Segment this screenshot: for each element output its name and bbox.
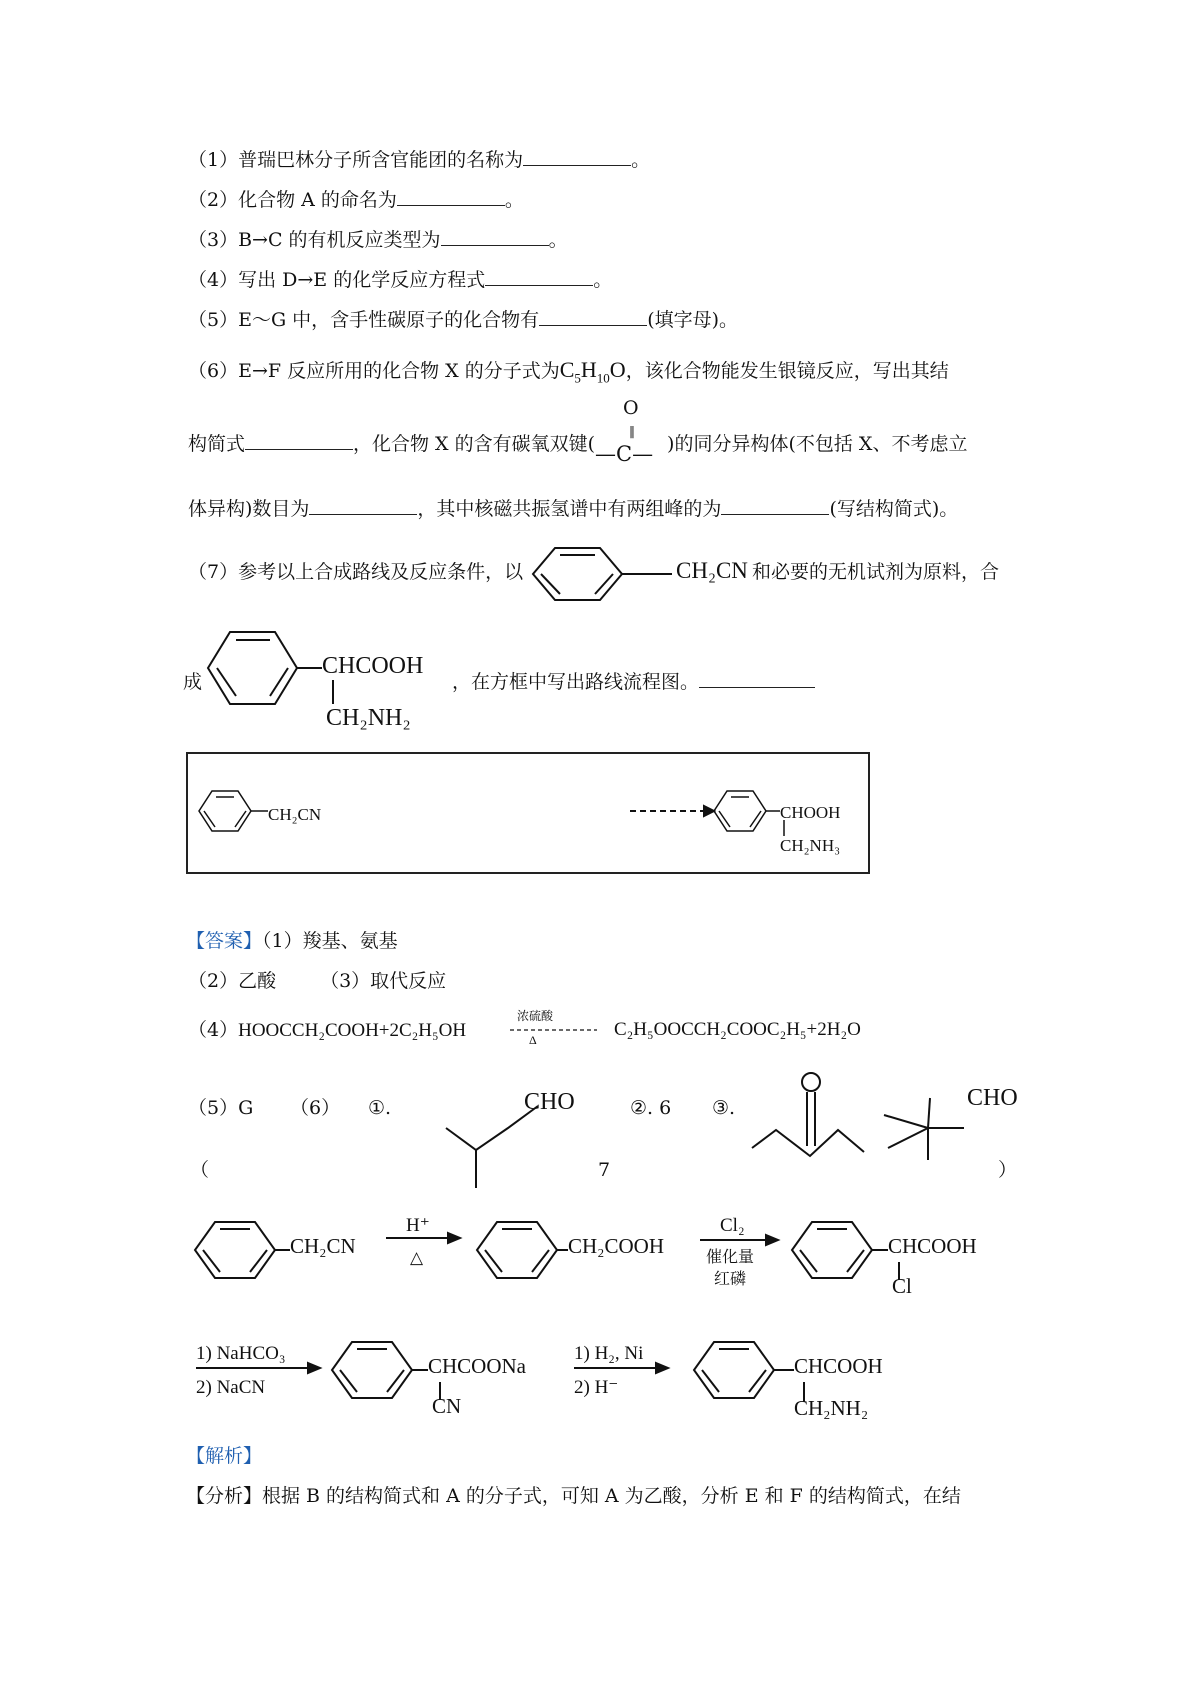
benzene-ring-icon (792, 1222, 899, 1280)
question-1-text: （1）普瑞巴林分子所含官能团的名称为 (188, 149, 524, 171)
formula-c-sub: 5 (574, 370, 581, 386)
reactant-group: CH₂CN (676, 558, 748, 583)
carbonyl-c: —C— (595, 442, 654, 466)
question-1-end: 。 (631, 149, 651, 171)
box-start-group: CH₂CN (268, 805, 322, 824)
route-condition-1-bottom: △ (410, 1248, 424, 1267)
answer-5: （5）G (188, 1097, 254, 1119)
benzene-ring-icon (477, 1222, 568, 1278)
isobutyl-chain-icon (446, 1106, 538, 1150)
question-6-text-h: (写结构简式)。 (829, 498, 959, 520)
answer-6-label: （6） (290, 1097, 341, 1119)
benzene-ring-icon (533, 548, 672, 600)
benzene-ring-icon (208, 632, 333, 704)
tert-butyl-chain-icon (884, 1098, 964, 1160)
answer-4-heat: Δ (529, 1033, 537, 1047)
answer-label: 【答案】 (186, 930, 263, 952)
double-bond-mark: ‖ (629, 424, 636, 438)
answer-4-left: HOOCCH₂COOH+2C₂H₅OH (238, 1020, 467, 1041)
question-3-text: （3）B→C 的有机反应类型为 (188, 229, 441, 251)
benzene-ring-icon (714, 791, 784, 836)
answer-7-open: （ (190, 1159, 210, 1181)
benzene-ring-icon (694, 1342, 804, 1402)
question-4-end: 。 (593, 269, 613, 291)
route-step-4-bottom: CN (432, 1394, 462, 1418)
question-7-text-c: 成 (183, 671, 203, 693)
route-condition-4-top: 1) H₂, Ni (574, 1343, 644, 1364)
route-condition-1-top: H⁺ (406, 1215, 430, 1236)
product-top-group: CHCOOH (322, 653, 424, 679)
question-6-text-f: 体异构)数目为 (188, 498, 310, 520)
analysis-label: 【解析】 (186, 1445, 263, 1467)
question-6-text-a: （6）E→F 反应所用的化合物 X 的分子式为 (188, 360, 560, 382)
benzene-ring-icon (332, 1342, 440, 1400)
question-6-text-e: )的同分异构体(不包括 X、不考虑立 (667, 433, 968, 455)
answer-2: （2）乙酸 (188, 970, 277, 992)
formula-c: C (559, 357, 575, 382)
analysis-text: 根据 B 的结构简式和 A 的分子式，可知 A 为乙酸，分析 E 和 F 的结构简式，在结 (262, 1485, 961, 1507)
question-2-end: 。 (504, 189, 524, 211)
route-step-3-bottom: Cl (892, 1274, 912, 1298)
answer-6-3-group: CHO (967, 1085, 1018, 1111)
question-6-text-c: 构简式 (188, 433, 246, 455)
question-2-text: （2）化合物 A 的命名为 (188, 189, 397, 211)
route-step-5-bottom: CH₂NH₂ (794, 1396, 869, 1420)
benzene-ring-icon (199, 791, 268, 831)
arrow-head-icon (704, 806, 714, 816)
oxygen-atom-icon (802, 1073, 820, 1091)
answer-6-part-2: ②. 6 (630, 1097, 672, 1119)
question-5-text: （5）E～G 中，含手性碳原子的化合物有 (188, 309, 540, 331)
answer-6-1-group: CHO (524, 1089, 575, 1115)
answer-6-part-3: ③. (712, 1097, 736, 1119)
answer-1: （1）羧基、氨基 (262, 930, 398, 952)
carbonyl-o: O (623, 397, 639, 419)
answer-4-condition: 浓硫酸 (517, 1009, 554, 1023)
route-condition-2-top: Cl₂ (720, 1215, 745, 1236)
answer-4-label: （4） (188, 1019, 239, 1041)
route-step-4-top: CHCOONa (428, 1354, 526, 1378)
answer-3: （3）取代反应 (320, 970, 447, 992)
box-end-bottom-group: CH₂NH₃ (780, 836, 841, 855)
answer-7-close: ） (998, 1159, 1018, 1181)
benzene-ring-icon (195, 1222, 290, 1278)
route-step-1: CH₂CN (290, 1234, 356, 1258)
product-bottom-group: CH₂NH₂ (326, 705, 411, 731)
route-condition-2-bottom: 红磷 (714, 1271, 747, 1288)
question-7-text-d: ，在方框中写出路线流程图。 (452, 671, 700, 693)
question-6-text-d: ，化合物 X 的含有碳氧双键( (353, 433, 596, 455)
question-4-text: （4）写出 D→E 的化学反应方程式 (188, 269, 486, 291)
question-3-end: 。 (548, 229, 568, 251)
answer-6-part-1: ①. (368, 1097, 392, 1119)
route-condition-4-bottom: 2) H⁻ (574, 1377, 619, 1398)
route-condition-3-bottom: 2) NaCN (196, 1377, 266, 1398)
question-7-text-b: 和必要的无机试剂为原料，合 (752, 561, 1000, 583)
route-condition-3-top: 1) NaHCO₃ (196, 1343, 286, 1364)
question-5-end: (填字母)。 (647, 309, 739, 331)
question-7-text-a: （7）参考以上合成路线及反应条件，以 (188, 561, 524, 583)
formula-o: O (609, 357, 626, 382)
answer-4-right: C₂H₅OOCCH₂COOC₂H₅+2H₂O (614, 1019, 861, 1040)
route-step-5-top: CHCOOH (794, 1354, 883, 1378)
route-step-3-top: CHCOOH (888, 1234, 977, 1258)
analysis-subtitle: 【分析】 (186, 1485, 263, 1507)
route-condition-2-mid: 催化量 (706, 1249, 755, 1266)
answer-7-number: 7 (598, 1159, 611, 1181)
question-6-text-b: ，该化合物能发生银镜反应，写出其结 (625, 360, 949, 382)
box-end-top-group: CHOOH (780, 803, 841, 822)
formula-h: H (580, 357, 597, 382)
route-step-2: CH₂COOH (568, 1234, 664, 1258)
formula-h-sub: 10 (596, 370, 610, 386)
question-6-text-g: ，其中核磁共振氢谱中有两组峰的为 (417, 498, 722, 520)
